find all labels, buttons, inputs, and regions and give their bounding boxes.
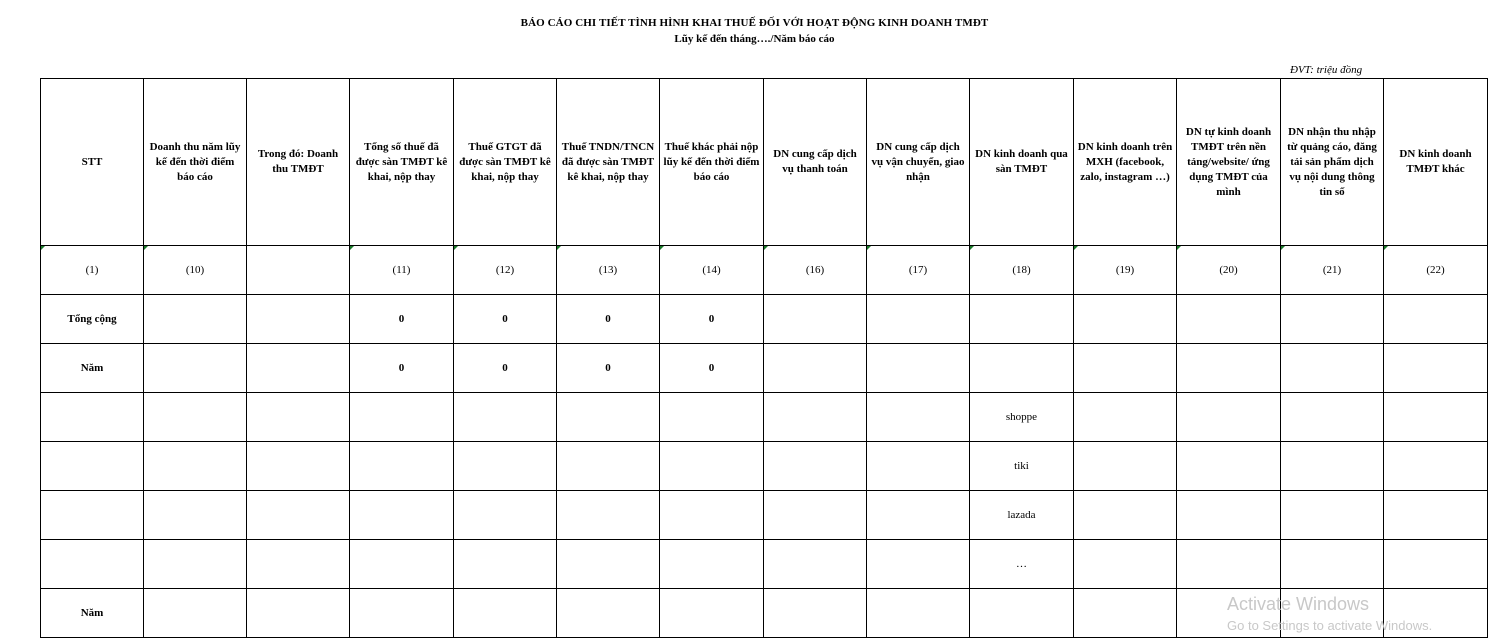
table-cell: [144, 442, 247, 491]
table-cell: [1281, 344, 1384, 393]
header-cell: DN tự kinh doanh TMĐT trên nền tảng/website/ ứng dụng TMĐT của mình: [1177, 79, 1281, 246]
table-cell: [970, 589, 1074, 638]
table-cell: [144, 344, 247, 393]
column-number-cell: (11): [350, 246, 454, 295]
table-cell: [867, 491, 970, 540]
activate-windows-hint: Go to Settings to activate Windows.: [1227, 618, 1433, 633]
table-cell: [247, 393, 350, 442]
header-cell: DN cung cấp dịch vụ thanh toán: [764, 79, 867, 246]
table-cell: [764, 344, 867, 393]
row-label: Năm: [41, 344, 144, 393]
table-cell: [144, 491, 247, 540]
table-cell: [1074, 393, 1177, 442]
column-number-cell: (13): [557, 246, 660, 295]
table-cell: [1074, 442, 1177, 491]
table-cell: [557, 393, 660, 442]
table-cell: [454, 540, 557, 589]
table-cell: 0: [557, 344, 660, 393]
column-number-cell: (19): [1074, 246, 1177, 295]
table-cell: [350, 393, 454, 442]
table-cell: [1177, 295, 1281, 344]
table-cell: 0: [454, 295, 557, 344]
report-subtitle: Lũy kế đến tháng…./Năm báo cáo: [674, 33, 835, 45]
header-cell: DN cung cấp dịch vụ vận chuyển, giao nhận: [867, 79, 970, 246]
table-cell: [247, 491, 350, 540]
table-cell: [660, 442, 764, 491]
table-cell: [144, 589, 247, 638]
header-row: [41, 79, 1488, 246]
table-cell: [1074, 589, 1177, 638]
header-cell: Tổng số thuế đã được sàn TMĐT kê khai, nộp thay: [350, 79, 454, 246]
report-table: [40, 78, 1488, 638]
table-cell: [144, 393, 247, 442]
column-number-cell: [247, 246, 350, 295]
platform-row: [41, 540, 1488, 589]
table-cell: [970, 344, 1074, 393]
table-cell: [454, 589, 557, 638]
table-cell: [970, 295, 1074, 344]
report-title: BÁO CÁO CHI TIẾT TÌNH HÌNH KHAI THUẾ ĐỐI VỚI HOẠT ĐỘNG KINH DOANH TMĐT: [520, 17, 989, 29]
table-cell: [557, 442, 660, 491]
platform-name: …: [970, 540, 1074, 589]
table-cell: [867, 589, 970, 638]
table-cell: [867, 344, 970, 393]
table-cell: [1384, 295, 1488, 344]
column-number-cell: (18): [970, 246, 1074, 295]
table-cell: [867, 393, 970, 442]
table-cell: [764, 491, 867, 540]
header-cell: Doanh thu năm lũy kế đến thời điểm báo cáo: [144, 79, 247, 246]
table-cell: [660, 589, 764, 638]
column-number-cell: (1): [41, 246, 144, 295]
table-cell: [660, 540, 764, 589]
platform-row: [41, 442, 1488, 491]
table-cell: [867, 442, 970, 491]
table-cell: [1384, 393, 1488, 442]
table-cell: [144, 295, 247, 344]
column-number-row: [41, 246, 1488, 295]
header-cell: DN nhận thu nhập từ quảng cáo, đăng tải sản phẩm dịch vụ nội dung thông tin số: [1281, 79, 1384, 246]
table-cell: [41, 393, 144, 442]
table-cell: [41, 491, 144, 540]
table-cell: [144, 540, 247, 589]
table-cell: [350, 589, 454, 638]
header-cell: Thuế GTGT đã được sàn TMĐT kê khai, nộp thay: [454, 79, 557, 246]
header-cell: DN kinh doanh trên MXH (facebook, zalo, instagram …): [1074, 79, 1177, 246]
table-cell: [1177, 442, 1281, 491]
header-cell: Trong đó: Doanh thu TMĐT: [247, 79, 350, 246]
table-cell: [764, 442, 867, 491]
table-cell: [1384, 491, 1488, 540]
column-number-cell: (10): [144, 246, 247, 295]
table-cell: [1281, 295, 1384, 344]
table-cell: [1384, 344, 1488, 393]
table-cell: [867, 295, 970, 344]
table-cell: [247, 540, 350, 589]
table-cell: [1281, 393, 1384, 442]
table-cell: [41, 540, 144, 589]
table-cell: 0: [454, 344, 557, 393]
table-cell: [1281, 442, 1384, 491]
platform-row: [41, 393, 1488, 442]
table-cell: [557, 589, 660, 638]
table-cell: [1384, 540, 1488, 589]
table-cell: [1074, 491, 1177, 540]
table-cell: [350, 442, 454, 491]
table-cell: [764, 295, 867, 344]
column-number-cell: (17): [867, 246, 970, 295]
platform-name: tiki: [970, 442, 1074, 491]
row-label: Tổng cộng: [41, 295, 144, 344]
activate-windows-watermark: Activate Windows: [1227, 594, 1370, 614]
year-row: [41, 344, 1488, 393]
table-cell: [350, 540, 454, 589]
table-cell: 0: [350, 295, 454, 344]
column-number-cell: (12): [454, 246, 557, 295]
platform-name: lazada: [970, 491, 1074, 540]
header-cell: DN kinh doanh qua sàn TMĐT: [970, 79, 1074, 246]
row-label: Năm: [41, 589, 144, 638]
table-cell: [350, 491, 454, 540]
table-cell: [764, 540, 867, 589]
table-cell: 0: [557, 295, 660, 344]
table-cell: [1281, 540, 1384, 589]
total-row: [41, 295, 1488, 344]
table-cell: [247, 589, 350, 638]
table-cell: [1177, 393, 1281, 442]
table-cell: [454, 442, 557, 491]
column-number-cell: (14): [660, 246, 764, 295]
table-cell: [1177, 344, 1281, 393]
unit-label: ĐVT: triệu đồng: [1290, 64, 1363, 76]
table-cell: [41, 442, 144, 491]
table-cell: [247, 295, 350, 344]
table-cell: [247, 442, 350, 491]
table-cell: [1177, 491, 1281, 540]
table-cell: 0: [660, 295, 764, 344]
header-cell: STT: [41, 79, 144, 246]
column-number-cell: (16): [764, 246, 867, 295]
column-number-cell: (22): [1384, 246, 1488, 295]
table-cell: [1384, 442, 1488, 491]
table-cell: [1281, 491, 1384, 540]
platform-name: shoppe: [970, 393, 1074, 442]
table-cell: [764, 589, 867, 638]
table-cell: [660, 393, 764, 442]
column-number-cell: (20): [1177, 246, 1281, 295]
column-number-cell: (21): [1281, 246, 1384, 295]
table-cell: [454, 491, 557, 540]
table-cell: [557, 491, 660, 540]
header-cell: Thuế khác phải nộp lũy kế đến thời điểm báo cáo: [660, 79, 764, 246]
table-cell: [454, 393, 557, 442]
table-cell: [1074, 295, 1177, 344]
table-cell: [1074, 344, 1177, 393]
table-cell: [867, 540, 970, 589]
table-cell: [764, 393, 867, 442]
table-cell: [557, 540, 660, 589]
table-cell: [1074, 540, 1177, 589]
table-cell: [1177, 540, 1281, 589]
table-cell: [247, 344, 350, 393]
header-cell: DN kinh doanh TMĐT khác: [1384, 79, 1488, 246]
platform-row: [41, 491, 1488, 540]
table-cell: [660, 491, 764, 540]
table-cell: 0: [660, 344, 764, 393]
table-cell: 0: [350, 344, 454, 393]
header-cell: Thuế TNDN/TNCN đã được sàn TMĐT kê khai, nộp thay: [557, 79, 660, 246]
